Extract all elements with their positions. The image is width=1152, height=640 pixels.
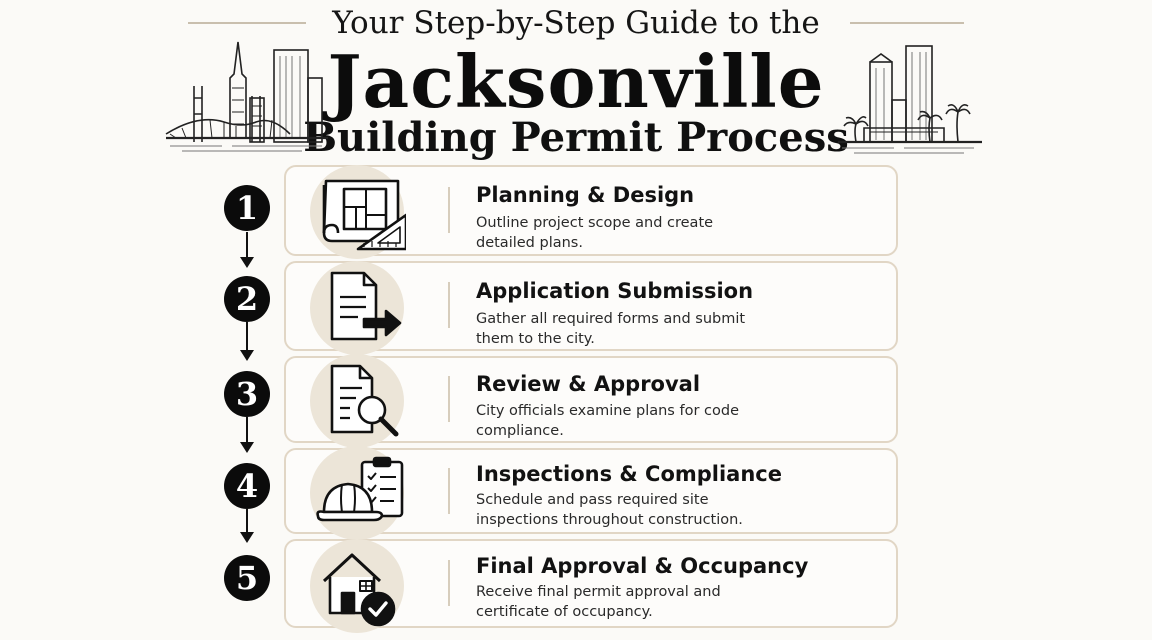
step-description: Gather all required forms and submit them to the city.	[476, 311, 746, 347]
blueprint-icon	[286, 167, 406, 267]
step-card-inspections	[284, 448, 898, 534]
connector-line	[246, 417, 248, 443]
document-submit-icon	[286, 263, 406, 363]
step-number-5: 5	[224, 555, 270, 601]
skyline-bridge-icon	[162, 38, 332, 156]
connector-line	[246, 322, 248, 350]
connector-arrow	[240, 442, 254, 453]
title-line-3: Building Permit Process	[303, 114, 849, 161]
step-number-1: 1	[224, 185, 270, 231]
step-card-final-approval	[284, 539, 898, 628]
step-title: Application Submission	[476, 279, 754, 303]
step-card-planning	[284, 165, 898, 256]
title-line-1: Your Step-by-Step Guide to the	[332, 5, 820, 41]
hardhat-checklist-icon	[286, 450, 406, 550]
connector-arrow	[240, 532, 254, 543]
step-title: Review & Approval	[476, 372, 701, 396]
connector-arrow	[240, 350, 254, 361]
card-divider	[448, 560, 450, 606]
house-check-icon	[286, 541, 406, 640]
document-search-icon	[286, 358, 406, 458]
step-description: Outline project scope and create detailed plans.	[476, 215, 714, 251]
card-divider	[448, 376, 450, 422]
step-title: Final Approval & Occupancy	[476, 554, 809, 578]
step-title: Inspections & Compliance	[476, 462, 782, 486]
connector-line	[246, 509, 248, 533]
step-number-3: 3	[224, 371, 270, 417]
connector-line	[246, 232, 248, 258]
step-description: Receive final permit approval and certificate of occupancy.	[476, 584, 721, 620]
step-number-2: 2	[224, 276, 270, 322]
connector-arrow	[240, 257, 254, 268]
step-number-4: 4	[224, 463, 270, 509]
step-card-review	[284, 356, 898, 443]
step-description: Schedule and pass required site inspections throughout construction.	[476, 492, 743, 528]
step-description: City officials examine plans for code compliance.	[476, 403, 739, 439]
card-divider	[448, 468, 450, 514]
card-divider	[448, 187, 450, 233]
step-title: Planning & Design	[476, 183, 695, 207]
skyline-palms-icon	[834, 40, 984, 156]
step-card-application	[284, 261, 898, 351]
title-line-2: Jacksonville	[327, 39, 825, 124]
card-divider	[448, 282, 450, 328]
